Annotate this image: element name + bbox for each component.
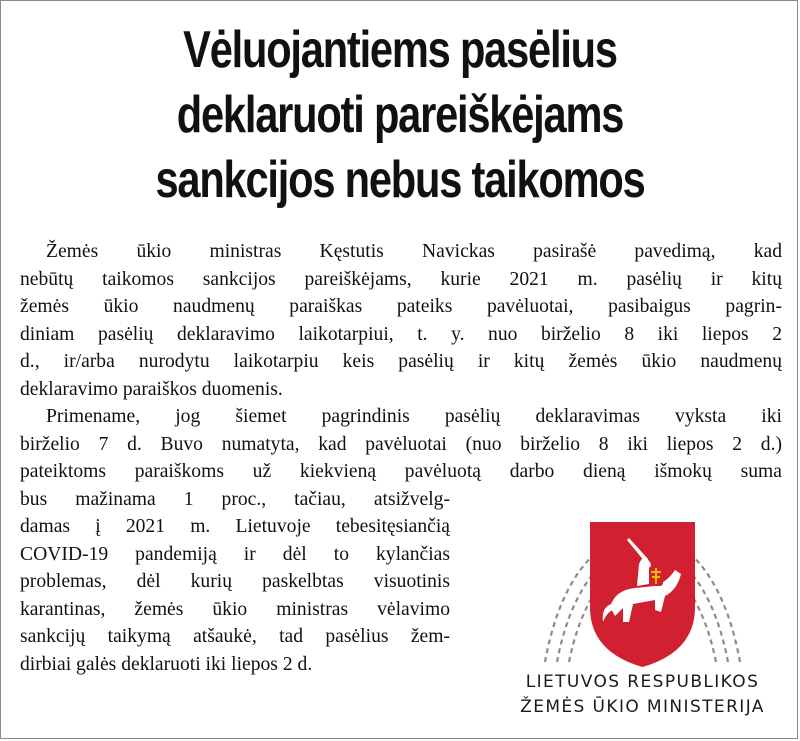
- text-line: Žemės ūkio ministras Kęstutis Navickas pasirašė pavedimą, kad: [46, 241, 782, 262]
- text-line: deklaravimo paraiškos duomenis.: [20, 378, 283, 400]
- text-line: diniam pasėlių deklaravimo laikotarpiui, t. y. nuo birželio 8 iki liepos 2: [20, 323, 782, 345]
- headline-line: deklaruoti pareiškėjams: [176, 86, 624, 144]
- headline-line: sankcijos nebus taikomos: [155, 151, 645, 209]
- text-line: karantinas, žemės ūkio ministras vėlavimo: [20, 598, 450, 620]
- text-line: COVID-19 pandemiją ir dėl to kylančias: [20, 543, 450, 565]
- text-line: nebūtų taikomos sankcijos pareiškėjams, kurie 2021 m. pasėlių ir kitų: [20, 268, 782, 290]
- text-line: sankcijų taikymą atšaukė, tad pasėlius žem-: [20, 626, 450, 647]
- paragraph-1: [20, 238, 782, 403]
- ministry-name-line-2: ŽEMĖS ŪKIO MINISTERIJA: [520, 697, 765, 717]
- text-line: dirbiai galės deklaruoti iki liepos 2 d.: [20, 653, 313, 675]
- article-headline: [80, 18, 720, 213]
- text-line: problemas, dėl kurių paskelbtas visuotinis: [20, 571, 450, 592]
- text-line: damas į 2021 m. Lietuvoje tebesitęsiančią: [20, 516, 450, 537]
- headline-line: Vėluojantiems pasėlius: [183, 21, 617, 79]
- text-line: birželio 7 d. Buvo numatyta, kad pavėluotai (nuo birželio 8 iki liepos 2 d.): [20, 433, 782, 455]
- ministry-name-line-1: LIETUVOS RESPUBLIKOS: [525, 672, 760, 692]
- text-line: d., ir/arba nurodytu laikotarpiu keis pasėlių ir kitų žemės ūkio naudmenų: [20, 351, 782, 372]
- text-line: žemės ūkio naudmenų paraiškas pateiks pavėluotai, pasibaigus pagrin-: [20, 296, 782, 317]
- text-line: pateiktoms paraiškoms už kiekvieną pavėluotą darbo dieną išmokų suma: [20, 461, 782, 482]
- text-line: bus mažinama 1 proc., tačiau, atsižvelg-: [20, 488, 450, 510]
- ministry-logo: [505, 512, 780, 727]
- text-line: Primename, jog šiemet pagrindinis pasėlių deklaravimas vyksta iki: [46, 406, 782, 427]
- coat-of-arms-icon: [505, 512, 780, 670]
